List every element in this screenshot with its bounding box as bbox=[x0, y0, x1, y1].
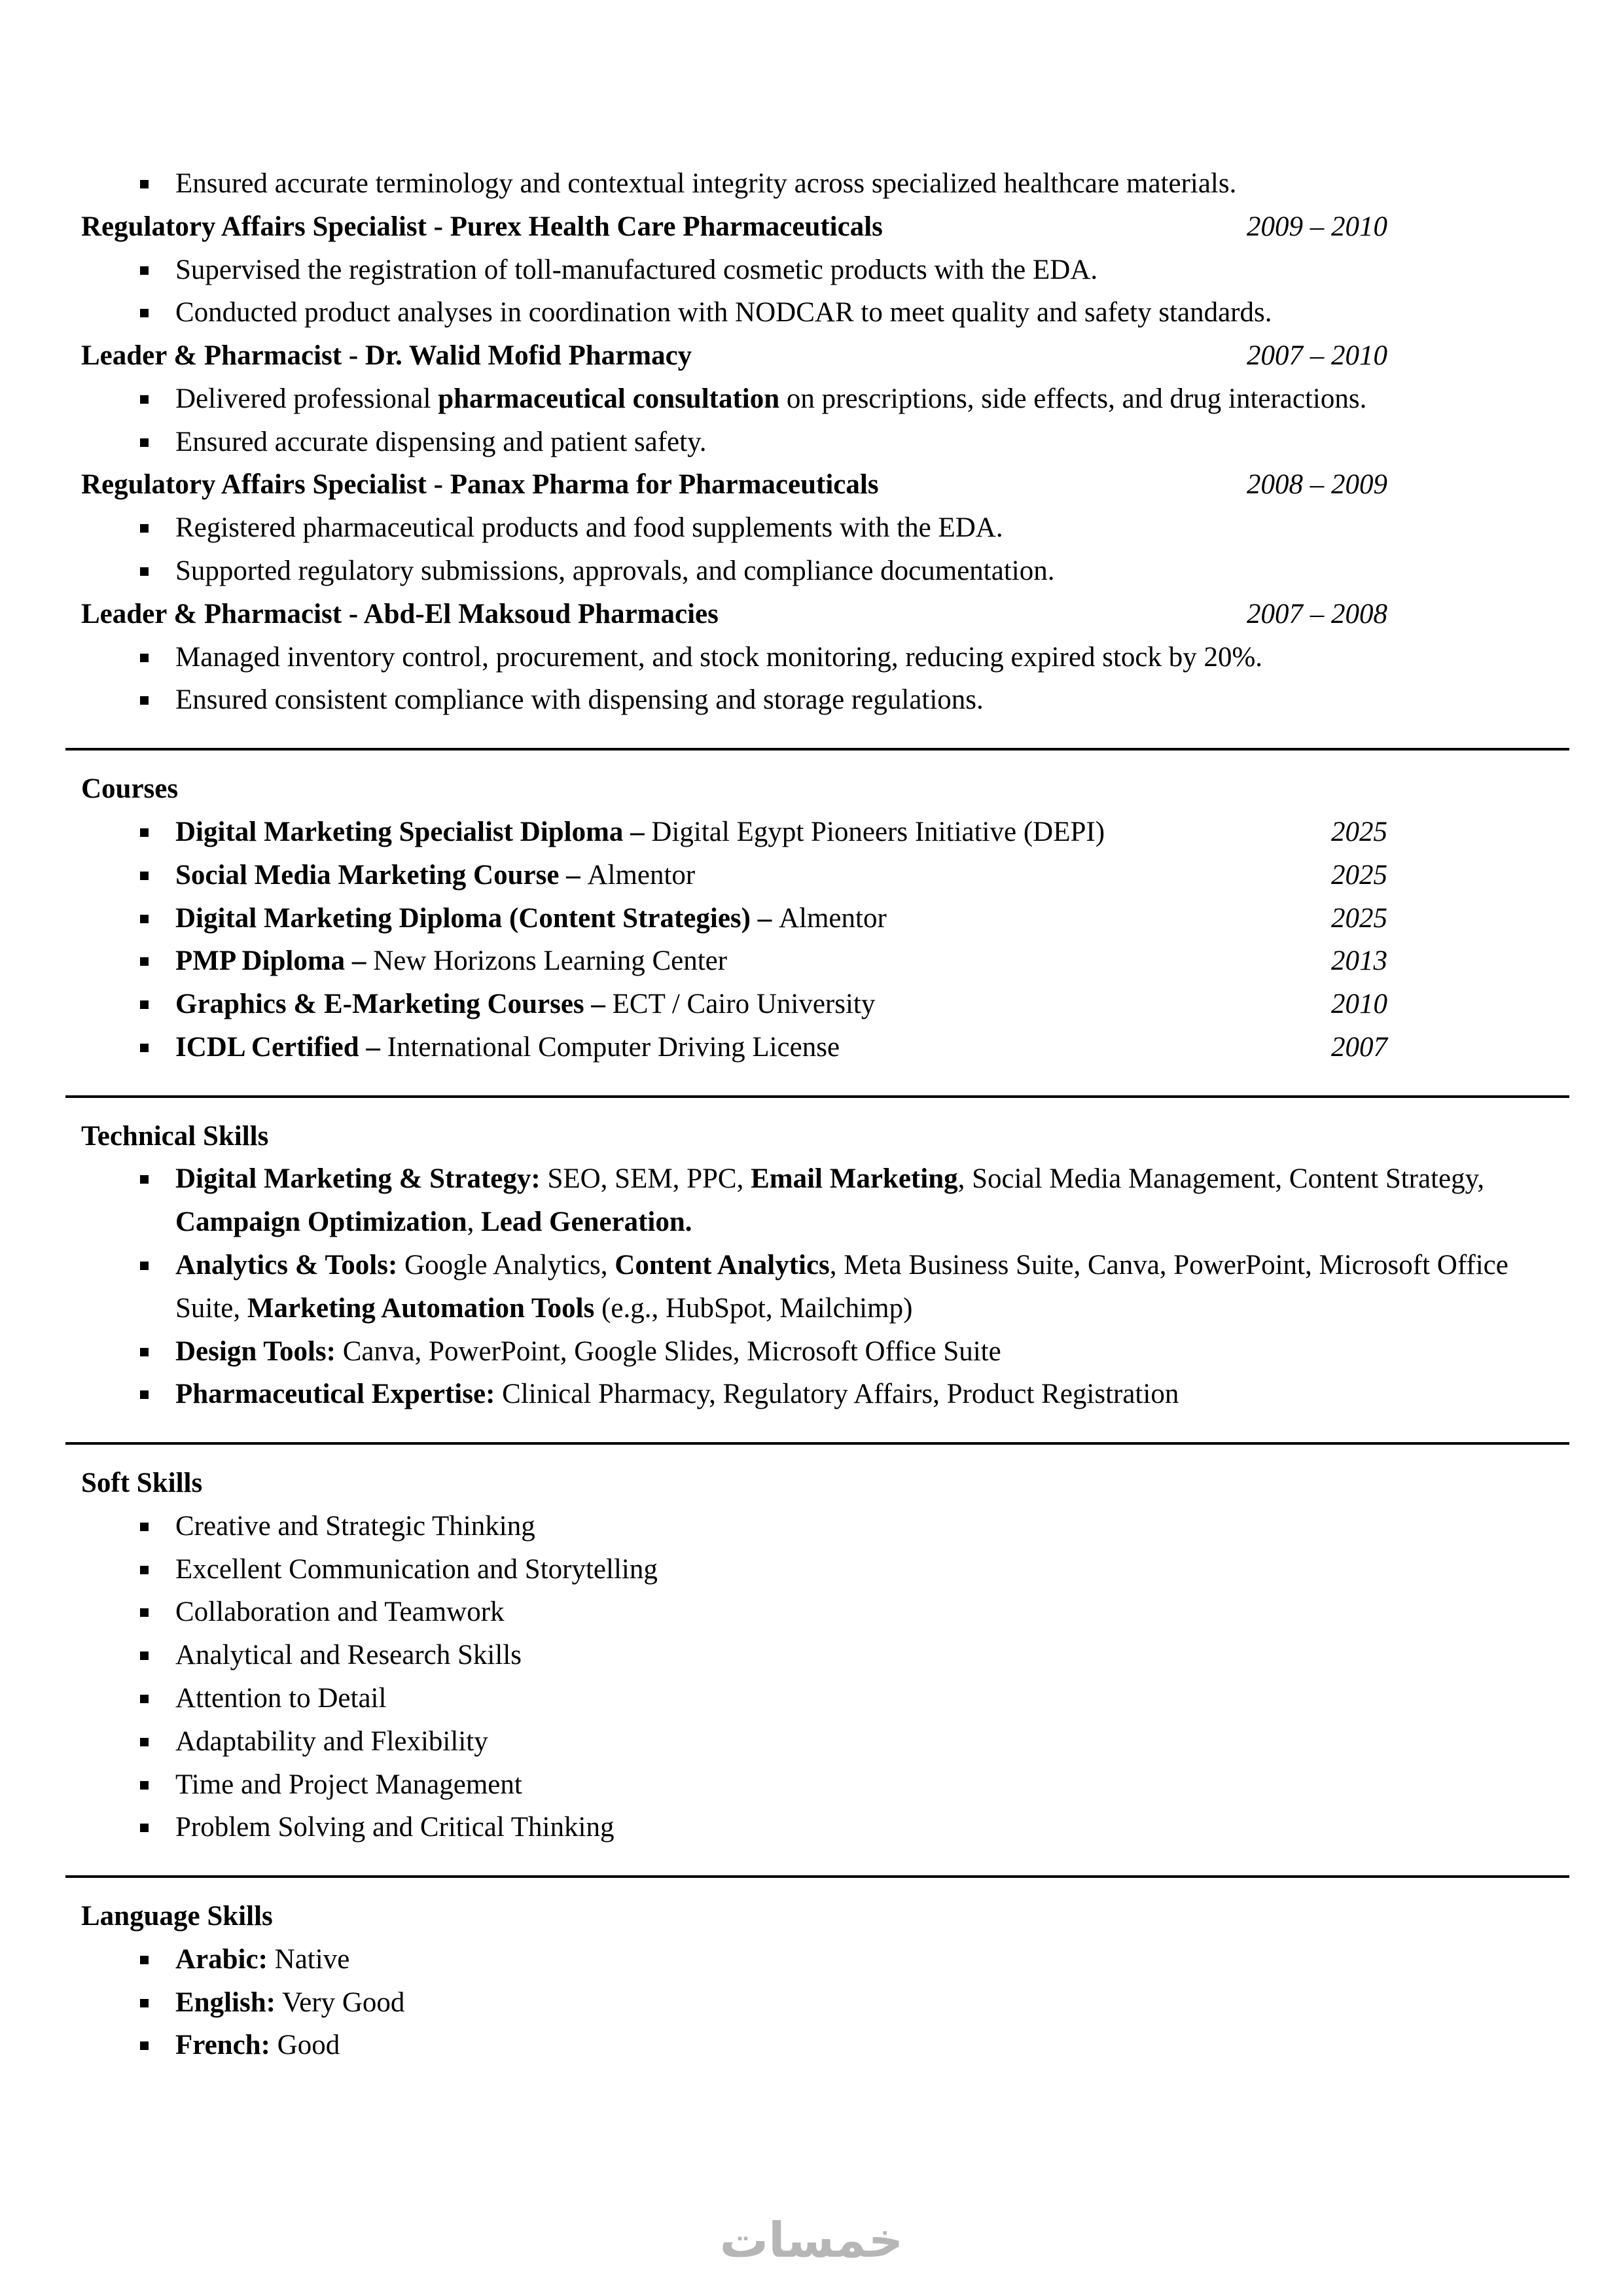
bullet-item bbox=[81, 550, 1569, 593]
bullet-item bbox=[81, 897, 1569, 940]
bullet-text bbox=[175, 679, 1569, 722]
text-run: (e.g., HubSpot, Mailchimp) bbox=[594, 1292, 913, 1324]
job-dates: 2007 – 2010 bbox=[1247, 340, 1387, 372]
text-run: Supervised the registration of toll-manufactured cosmetic products with the EDA. bbox=[175, 254, 1098, 285]
bullet-item bbox=[81, 1806, 1569, 1849]
bullet-item bbox=[81, 1373, 1569, 1416]
job-heading-row bbox=[81, 593, 1569, 636]
job-dates: 2007 – 2008 bbox=[1247, 598, 1387, 629]
job-title: Regulatory Affairs Specialist - Purex Health Care Pharmaceuticals bbox=[81, 211, 883, 242]
courses-list bbox=[81, 811, 1569, 1069]
bullet-text bbox=[175, 1763, 1569, 1807]
bullet-item bbox=[81, 940, 1569, 983]
text-run: Almentor bbox=[587, 859, 696, 891]
text-run: Almentor bbox=[778, 902, 887, 934]
job-bullets bbox=[81, 378, 1569, 464]
text-run: ICDL Certified – bbox=[175, 1031, 387, 1063]
bullet-square-icon bbox=[140, 1738, 149, 1746]
bullet-text bbox=[175, 506, 1569, 550]
technical-skills-section bbox=[81, 1115, 1569, 1416]
bullet-item bbox=[81, 421, 1569, 464]
bullet-item bbox=[81, 1330, 1569, 1373]
bullet-square-icon bbox=[140, 696, 149, 705]
bullet-square-icon bbox=[140, 1824, 149, 1832]
bullet-square-icon bbox=[140, 2041, 149, 2050]
section-divider bbox=[65, 748, 1569, 751]
bullet-text bbox=[175, 1026, 1331, 1069]
bullet-square-icon bbox=[140, 1175, 149, 1184]
job-title: Leader & Pharmacist - Dr. Walid Mofid Pharmacy bbox=[81, 340, 692, 372]
bullet-text bbox=[175, 421, 1569, 464]
section-divider bbox=[65, 1442, 1569, 1445]
text-run: Social Media Marketing Course – bbox=[175, 859, 588, 891]
text-run: Google Analytics, bbox=[397, 1249, 615, 1280]
bullet-square-icon bbox=[140, 567, 149, 576]
text-run: Canva, PowerPoint, Google Slides, Microsoft Office Suite bbox=[335, 1335, 1001, 1367]
text-run: Adaptability and Flexibility bbox=[175, 1725, 488, 1757]
bullet-item bbox=[81, 1938, 1569, 1981]
job-bullets bbox=[81, 636, 1569, 722]
bullet-text bbox=[175, 1373, 1569, 1416]
bullet-square-icon bbox=[140, 1566, 149, 1574]
bullet-item bbox=[81, 506, 1569, 550]
bullet-text bbox=[175, 1330, 1569, 1373]
bullet-square-icon bbox=[140, 957, 149, 966]
text-run: Ensured consistent compliance with dispensing and storage regulations. bbox=[175, 684, 984, 716]
bullet-text bbox=[175, 1591, 1569, 1634]
bullet-text bbox=[175, 1634, 1569, 1677]
bullet-text bbox=[175, 1505, 1569, 1548]
bullet-item bbox=[81, 636, 1569, 679]
bullet-square-icon bbox=[140, 1044, 149, 1052]
text-run: Creative and Strategic Thinking bbox=[175, 1510, 535, 1542]
bullet-item bbox=[81, 1505, 1569, 1548]
experience-section bbox=[81, 162, 1569, 722]
text-run: Problem Solving and Critical Thinking bbox=[175, 1812, 615, 1843]
course-year: 2010 bbox=[1331, 989, 1387, 1020]
text-run: ECT / Cairo University bbox=[612, 989, 876, 1020]
courses-heading: Courses bbox=[81, 773, 179, 805]
job-bullets bbox=[81, 249, 1569, 335]
bullet-square-icon bbox=[140, 915, 149, 923]
bullet-text bbox=[175, 378, 1569, 421]
text-run: Ensured accurate dispensing and patient safety. bbox=[175, 426, 707, 457]
text-run: Graphics & E-Marketing Courses – bbox=[175, 989, 613, 1020]
bullet-item bbox=[81, 291, 1569, 334]
job-heading-row bbox=[81, 334, 1569, 378]
text-run: French: bbox=[175, 2030, 270, 2061]
course-year: 2013 bbox=[1331, 945, 1387, 977]
text-run: Conducted product analyses in coordination with NODCAR to meet quality and safety standards. bbox=[175, 297, 1272, 328]
course-year: 2025 bbox=[1331, 859, 1387, 891]
job-title: Leader & Pharmacist - Abd-El Maksoud Pharmacies bbox=[81, 598, 719, 629]
bullet-square-icon bbox=[140, 1956, 149, 1964]
text-run: Collaboration and Teamwork bbox=[175, 1597, 505, 1628]
bullet-square-icon bbox=[140, 1695, 149, 1703]
bullet-item bbox=[81, 854, 1569, 897]
bullet-item bbox=[81, 1634, 1569, 1677]
text-run: Good bbox=[270, 2030, 340, 2061]
bullet-item bbox=[81, 1591, 1569, 1634]
soft-skills-heading: Soft Skills bbox=[81, 1468, 203, 1499]
bullet-square-icon bbox=[140, 524, 149, 533]
text-run: , Social Media Management, Content Strategy, bbox=[957, 1163, 1485, 1195]
bullet-text bbox=[175, 1981, 1569, 2024]
bullet-square-icon bbox=[140, 1000, 149, 1009]
text-run: Clinical Pharmacy, Regulatory Affairs, Product Registration bbox=[495, 1379, 1179, 1410]
bullet-text bbox=[175, 1938, 1569, 1981]
language-skills-list bbox=[81, 1938, 1569, 2067]
bullet-text bbox=[175, 897, 1331, 940]
bullet-text bbox=[175, 1677, 1569, 1720]
job-title: Regulatory Affairs Specialist - Panax Pharma for Pharmaceuticals bbox=[81, 469, 879, 501]
bullet-item bbox=[81, 1763, 1569, 1807]
text-run: , bbox=[467, 1207, 482, 1238]
bullet-square-icon bbox=[140, 1651, 149, 1660]
text-run: Email Marketing bbox=[751, 1163, 958, 1195]
course-year: 2025 bbox=[1331, 816, 1387, 847]
experience-intro-bullets bbox=[81, 162, 1569, 205]
job-heading-row bbox=[81, 463, 1569, 506]
text-run: Analytics & Tools: bbox=[175, 1249, 398, 1280]
text-run: on prescriptions, side effects, and drug interactions. bbox=[779, 383, 1367, 414]
text-run: Campaign Optimization bbox=[175, 1207, 467, 1238]
technical-skills-list bbox=[81, 1157, 1569, 1416]
bullet-item bbox=[81, 679, 1569, 722]
text-run: PMP Diploma – bbox=[175, 945, 374, 977]
bullet-square-icon bbox=[140, 438, 149, 447]
text-run: Registered pharmaceutical products and food supplements with the EDA. bbox=[175, 512, 1003, 544]
bullet-text bbox=[175, 2024, 1569, 2067]
text-run: Digital Egypt Pioneers Initiative (DEPI) bbox=[651, 816, 1105, 847]
section-divider bbox=[65, 1875, 1569, 1878]
bullet-text bbox=[175, 1244, 1569, 1330]
text-run: Digital Marketing Diploma (Content Strategies) – bbox=[175, 902, 779, 934]
bullet-text bbox=[175, 636, 1569, 679]
language-skills-heading: Language Skills bbox=[81, 1901, 273, 1932]
bullet-item bbox=[81, 378, 1569, 421]
text-run: Ensured accurate terminology and contextual integrity across specialized healthcare materials. bbox=[175, 168, 1237, 199]
job-dates: 2008 – 2009 bbox=[1247, 469, 1387, 501]
text-run: Analytical and Research Skills bbox=[175, 1640, 522, 1671]
bullet-item bbox=[81, 2024, 1569, 2067]
text-run: Attention to Detail bbox=[175, 1683, 387, 1714]
bullet-item bbox=[81, 249, 1569, 292]
text-run: Excellent Communication and Storytelling bbox=[175, 1553, 658, 1585]
job-bullets bbox=[81, 506, 1569, 593]
bullet-item bbox=[81, 1157, 1569, 1244]
bullet-square-icon bbox=[140, 872, 149, 880]
job-dates: 2009 – 2010 bbox=[1247, 211, 1387, 242]
experience-jobs bbox=[81, 205, 1569, 722]
bullet-text bbox=[175, 1720, 1569, 1763]
text-run: International Computer Driving License bbox=[387, 1031, 840, 1063]
bullet-text bbox=[175, 983, 1331, 1026]
section-divider bbox=[65, 1095, 1569, 1098]
bullet-item bbox=[81, 1244, 1569, 1330]
bullet-square-icon bbox=[140, 828, 149, 837]
bullet-item bbox=[81, 811, 1569, 854]
bullet-text bbox=[175, 811, 1331, 854]
text-run: Pharmaceutical Expertise: bbox=[175, 1379, 495, 1410]
bullet-text bbox=[175, 940, 1331, 983]
text-run: Arabic: bbox=[175, 1943, 268, 1975]
text-run: Lead Generation. bbox=[481, 1207, 692, 1238]
bullet-square-icon bbox=[140, 180, 149, 188]
text-run: New Horizons Learning Center bbox=[373, 945, 728, 977]
courses-section bbox=[81, 768, 1569, 1069]
text-run: Managed inventory control, procurement, and stock monitoring, reducing expired stock by 20%. bbox=[175, 641, 1263, 673]
text-run: Digital Marketing & Strategy: bbox=[175, 1163, 541, 1195]
bullet-text bbox=[175, 550, 1569, 593]
bullet-text bbox=[175, 1806, 1569, 1849]
bullet-item bbox=[81, 1677, 1569, 1720]
bullet-square-icon bbox=[140, 1348, 149, 1356]
bullet-square-icon bbox=[140, 1390, 149, 1399]
bullet-text bbox=[175, 162, 1569, 205]
bullet-square-icon bbox=[140, 395, 149, 404]
bullet-text bbox=[175, 249, 1569, 292]
bullet-square-icon bbox=[140, 266, 149, 275]
bullet-square-icon bbox=[140, 654, 149, 662]
text-run: Native bbox=[267, 1943, 350, 1975]
technical-skills-heading: Technical Skills bbox=[81, 1120, 269, 1152]
language-skills-section bbox=[81, 1895, 1569, 2067]
text-run: Digital Marketing Specialist Diploma – bbox=[175, 816, 652, 847]
bullet-square-icon bbox=[140, 309, 149, 317]
bullet-text bbox=[175, 1548, 1569, 1591]
bullet-item bbox=[81, 1720, 1569, 1763]
text-run: Time and Project Management bbox=[175, 1769, 522, 1800]
text-run: Content Analytics bbox=[615, 1249, 830, 1280]
bullet-text bbox=[175, 854, 1331, 897]
text-run: Supported regulatory submissions, approvals, and compliance documentation. bbox=[175, 556, 1055, 587]
course-year: 2007 bbox=[1331, 1031, 1387, 1063]
bullet-text bbox=[175, 1157, 1569, 1244]
text-run: , Meta Business Suite, Canva, PowerPoint, Microsoft Office Suite, bbox=[175, 1249, 1508, 1324]
bullet-square-icon bbox=[140, 1781, 149, 1790]
text-run: Very Good bbox=[275, 1987, 405, 2018]
bullet-item bbox=[81, 983, 1569, 1026]
khamsat-watermark: خمسات bbox=[719, 2212, 904, 2269]
bullet-text bbox=[175, 291, 1569, 334]
text-run: SEO, SEM, PPC, bbox=[540, 1163, 751, 1195]
text-run: Delivered professional bbox=[175, 383, 438, 414]
text-run: Design Tools: bbox=[175, 1335, 336, 1367]
course-year: 2025 bbox=[1331, 902, 1387, 934]
bullet-square-icon bbox=[140, 1262, 149, 1270]
bullet-item bbox=[81, 1548, 1569, 1591]
bullet-item bbox=[81, 1026, 1569, 1069]
bullet-square-icon bbox=[140, 1608, 149, 1617]
bullet-item bbox=[81, 162, 1569, 205]
bullet-item bbox=[81, 1981, 1569, 2024]
bullet-square-icon bbox=[140, 1999, 149, 2007]
text-run: English: bbox=[175, 1987, 276, 2018]
soft-skills-section bbox=[81, 1462, 1569, 1849]
job-heading-row bbox=[81, 205, 1569, 249]
text-run: Marketing Automation Tools bbox=[247, 1292, 595, 1324]
bullet-square-icon bbox=[140, 1523, 149, 1531]
text-run: pharmaceutical consultation bbox=[438, 383, 780, 414]
soft-skills-list bbox=[81, 1505, 1569, 1849]
